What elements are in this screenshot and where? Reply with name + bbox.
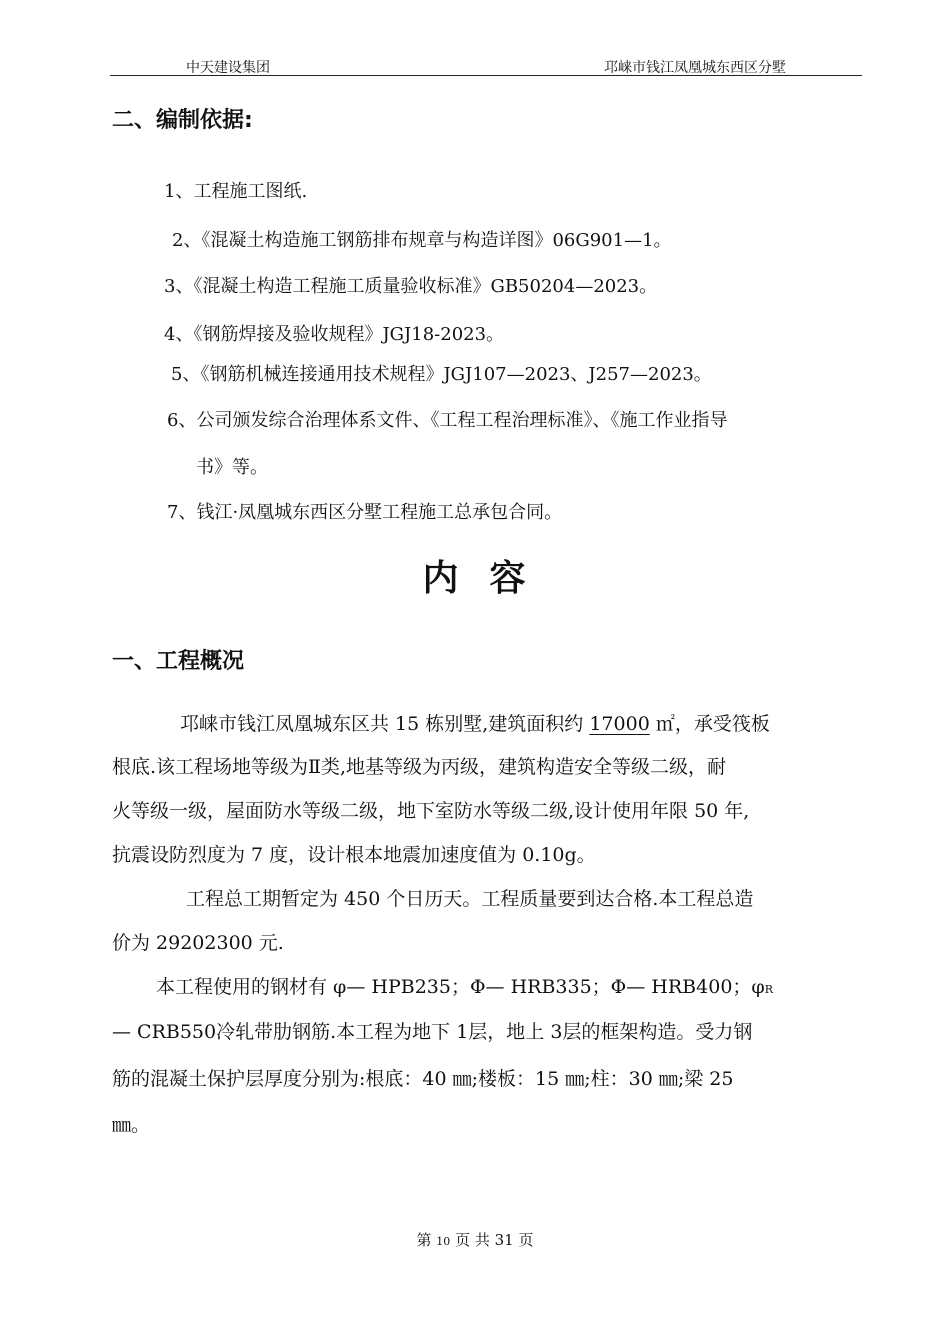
- overview-p1-line4: 抗震设防烈度为 7 度，设计根本地震加速度值为 0.10g。: [112, 844, 596, 866]
- basis-item-1: 1、工程施工图纸.: [164, 181, 308, 202]
- basis-item-6-cont: 书》等。: [196, 457, 268, 478]
- section-basis-title: 二、编制依据:: [112, 108, 253, 133]
- overview-p3-line1-a: 本工程使用的钢材有 φ— HPB235；Φ— HRB335；Φ— HRB400；φ: [156, 976, 765, 998]
- basis-item-5: 5、《钢筋机械连接通用技术规程》JGJ107—2023、J257—2023。: [171, 364, 712, 385]
- overview-p1-line3: 火等级一级，屋面防水等级二级，地下室防水等级二级,设计使用年限 50 年,: [112, 800, 750, 822]
- content-title: 内 容: [422, 558, 528, 599]
- overview-p1-line2: 根底.该工程场地等级为Ⅱ类,地基等级为丙级，建筑构造安全等级二级，耐: [112, 756, 726, 778]
- footer-mid: 页 共: [455, 1231, 490, 1249]
- overview-p1-line1: [180, 709, 770, 736]
- overview-p1-line1-a: 邛崃市钱江凤凰城东区共 15 栋别墅,建筑面积约: [180, 713, 590, 735]
- basis-item-4: 4、《钢筋焊接及验收规程》JGJ18-2023。: [164, 324, 505, 345]
- header-project: 邛崃市钱江凤凰城东西区分墅: [604, 60, 786, 76]
- page-footer: [0, 1229, 950, 1250]
- overview-p2-line1: 工程总工期暂定为 450 个日历天。工程质量要到达合格.本工程总造: [186, 888, 754, 910]
- footer-pre: 第: [416, 1231, 432, 1249]
- overview-p3-line3: 筋的混凝土保护层厚度分别为:根底：40 ㎜;楼板：15 ㎜;柱：30 ㎜;梁 25: [112, 1068, 734, 1090]
- section-overview-title: 一、工程概况: [112, 649, 245, 674]
- footer-total-pages: 31: [494, 1231, 514, 1249]
- overview-p3-line1-sub: R: [764, 983, 774, 996]
- basis-item-6: 6、公司颁发综合治理体系文件、《工程工程治理标准》、《施工作业指导: [167, 410, 728, 431]
- footer-page-number: 10: [436, 1235, 451, 1248]
- basis-item-7: 7、钱江·凤凰城东西区分墅工程施工总承包合同。: [167, 502, 563, 523]
- building-area-value: 17000: [589, 713, 650, 735]
- header-company: 中天建设集团: [186, 60, 270, 76]
- overview-p2-line2: 价为 29202300 元.: [112, 932, 284, 954]
- overview-p3-line2: — CRB550冷轧带肋钢筋.本工程为地下 1层，地上 3层的框架构造。受力钢: [112, 1021, 753, 1043]
- basis-item-2: 2、《混凝土构造施工钢筋排布规章与构造详图》06G901—1。: [172, 230, 672, 251]
- overview-p3-line1: [156, 972, 773, 999]
- basis-item-3: 3、《混凝土构造工程施工质量验收标准》GB50204—2023。: [164, 276, 658, 297]
- overview-p1-line1-b: ㎡，承受筏板: [649, 713, 770, 735]
- footer-post: 页: [518, 1231, 534, 1249]
- header-rule: [110, 75, 862, 76]
- overview-p3-line4: ㎜。: [112, 1114, 151, 1136]
